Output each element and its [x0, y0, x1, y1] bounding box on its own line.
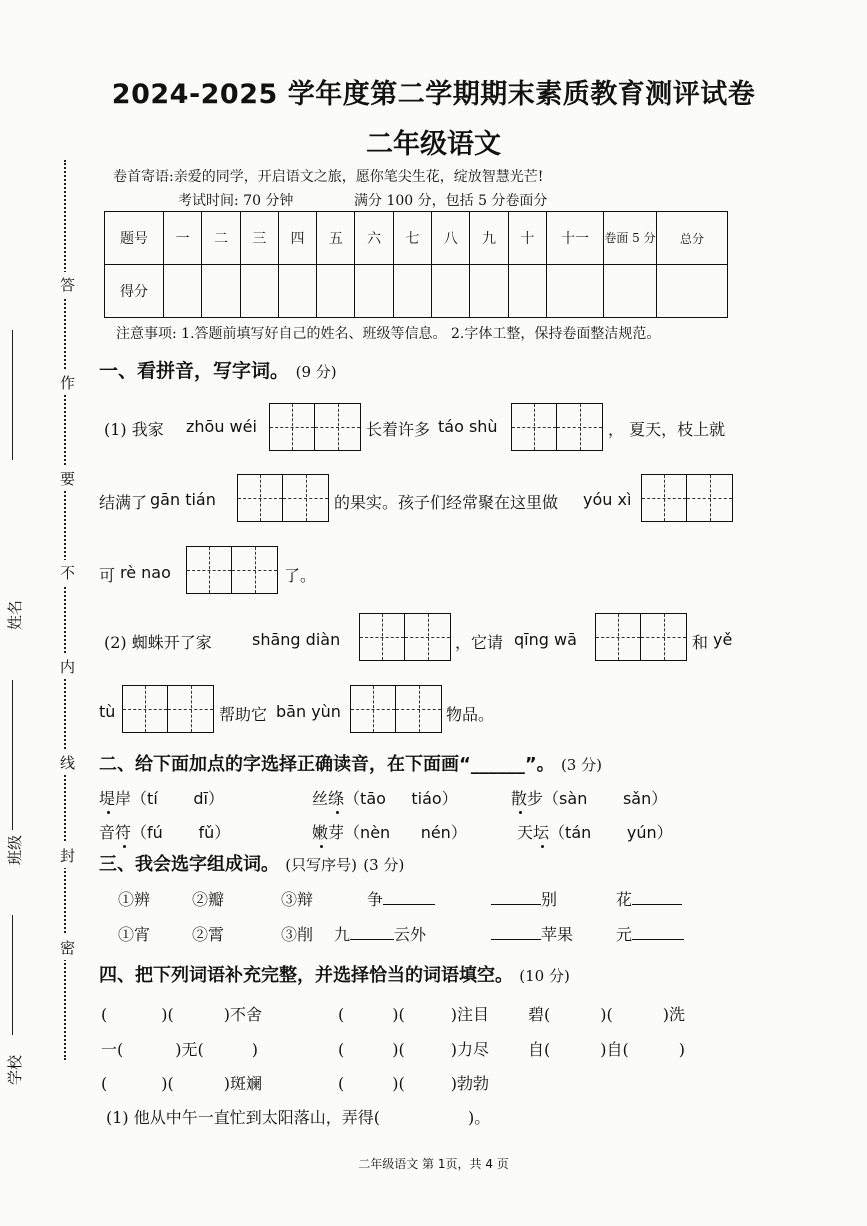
score-cell[interactable]: [657, 265, 728, 318]
row-label-question: 题号: [105, 212, 164, 265]
answer-blank[interactable]: [383, 890, 435, 905]
s1-p1-c: ， 夏天，枝上就: [608, 420, 726, 439]
s1-p1-b: 长着许多: [366, 420, 431, 439]
binding-char: 不: [60, 560, 75, 585]
s3-item: 九 云外: [334, 925, 427, 944]
s1-p5-b: 帮助它: [219, 705, 268, 724]
score-cell[interactable]: [508, 265, 546, 318]
s1-pinyin: zhōu wéi: [186, 417, 257, 436]
s1-p4-a: (2) 蜘蛛开了家: [104, 633, 212, 652]
score-cell[interactable]: [547, 265, 604, 318]
page-footer: 二年级语文 第 1页，共 4 页: [358, 1157, 509, 1171]
section3-points: (3 分): [363, 856, 405, 874]
s3-option: ①宵: [118, 925, 151, 944]
write-grid[interactable]: [350, 685, 442, 733]
s1-pinyin: yóu xì: [583, 490, 632, 509]
s4-idiom[interactable]: ( )( )不舍: [101, 1005, 262, 1024]
section2-heading: [99, 750, 602, 776]
option-a[interactable]: tí: [147, 789, 158, 808]
option-b[interactable]: yún: [626, 823, 657, 842]
answer-blank[interactable]: [491, 890, 541, 905]
s4-idiom[interactable]: ( )( )勃勃: [338, 1074, 489, 1093]
answer-blank[interactable]: [632, 925, 684, 940]
col-header: 六: [355, 212, 393, 265]
s3-item: 争: [367, 887, 435, 910]
s4-idiom[interactable]: 自( )自( ): [528, 1040, 685, 1059]
s1-pinyin: shāng diàn: [252, 630, 341, 649]
s3-option: ②瓣: [192, 890, 225, 909]
score-table: [104, 211, 728, 318]
section3-heading: [99, 850, 404, 876]
full-score: 满分 100 分，包括 5 分卷面分: [354, 193, 548, 209]
section4-heading: [99, 961, 570, 987]
s1-pinyin: bān yùn: [276, 702, 341, 721]
section1-title: 一、看拼音，写字词。: [99, 360, 290, 382]
write-grid[interactable]: [237, 474, 329, 522]
option-b[interactable]: dī: [193, 789, 208, 808]
score-cell[interactable]: [164, 265, 202, 318]
s2-item: 丝绦（tāo tiáo）: [312, 786, 458, 809]
opening-message: 卷首寄语:亲爱的同学，开启语文之旅，愿你笔尖生花，绽放智慧光芒!: [113, 169, 544, 185]
option-a[interactable]: sàn: [559, 789, 588, 808]
score-cell[interactable]: [240, 265, 278, 318]
section4-title: 四、把下列词语补充完整，并选择恰当的词语填空。: [99, 965, 513, 986]
option-b[interactable]: nén: [420, 823, 451, 842]
s4-question: (1) 他从中午一直忙到太阳落山，弄得( )。: [106, 1108, 491, 1127]
option-b[interactable]: sǎn: [622, 789, 652, 808]
col-header: 八: [432, 212, 470, 265]
binding-char: 线: [60, 750, 75, 775]
score-cell[interactable]: [355, 265, 393, 318]
s1-pinyin: gān tián: [150, 490, 216, 509]
section4-points: (10 分): [519, 967, 570, 985]
col-header-total: 总分: [657, 212, 728, 265]
write-grid[interactable]: [641, 474, 733, 522]
section1-heading: [99, 356, 337, 383]
answer-blank[interactable]: [350, 925, 394, 940]
section1-points: (9 分): [295, 363, 337, 381]
answer-blank[interactable]: [491, 925, 541, 940]
option-a[interactable]: tán: [565, 823, 592, 842]
s1-pinyin: táo shù: [438, 417, 498, 436]
s2-item: 堤岸（tí dī）: [99, 786, 224, 809]
exam-time: 考试时间: 70 分钟: [178, 193, 294, 209]
s3-option: ③削: [281, 925, 314, 944]
exam-title: 2024-2025 学年度第二学期期末素质教育测评试卷: [111, 79, 756, 110]
option-a[interactable]: tāo: [360, 789, 386, 808]
score-cell[interactable]: [393, 265, 431, 318]
s4-idiom[interactable]: ( )( )斑斓: [101, 1074, 262, 1093]
section2-title: 二、给下面加点的字选择正确读音，在下面画“______”。: [99, 754, 555, 775]
school-label: 学校: [6, 1054, 24, 1085]
col-header: 一: [164, 212, 202, 265]
option-b[interactable]: tiáo: [411, 789, 442, 808]
write-grid[interactable]: [511, 403, 603, 451]
section3-title: 三、我会选字组成词。: [99, 854, 279, 875]
col-header: 七: [393, 212, 431, 265]
s4-idiom[interactable]: ( )( )注目: [338, 1005, 489, 1024]
s4-idiom[interactable]: 碧( )( )洗: [528, 1005, 685, 1024]
s2-item: 天坛（tán yún）: [517, 820, 673, 843]
section3-note: (只写序号): [285, 856, 357, 874]
class-field-line[interactable]: [12, 680, 13, 830]
write-grid[interactable]: [595, 613, 687, 661]
col-header: 十: [508, 212, 546, 265]
notice: 注意事项: 1.答题前填写好自己的姓名、班级等信息。 2.字体工整，保持卷面整洁规范。: [116, 326, 661, 342]
s1-pinyin: rè nao: [120, 563, 171, 582]
col-header: 十一: [547, 212, 604, 265]
write-grid[interactable]: [269, 403, 361, 451]
s2-item: 散步（sàn sǎn）: [511, 786, 667, 809]
binding-char: 密: [60, 935, 75, 960]
section2-points: (3 分): [560, 756, 602, 774]
row-label-score: 得分: [105, 265, 164, 318]
score-cell[interactable]: [432, 265, 470, 318]
s4-idiom[interactable]: ( )( )力尽: [338, 1040, 489, 1059]
score-cell[interactable]: [317, 265, 355, 318]
score-cell[interactable]: [278, 265, 316, 318]
s1-p3-b: 了。: [284, 566, 317, 585]
write-grid[interactable]: [359, 613, 451, 661]
s1-p4-c: 和: [692, 633, 709, 652]
binding-char: 作: [60, 370, 75, 395]
s1-p3-a: 可: [99, 566, 116, 585]
s3-item: 花: [616, 887, 682, 910]
score-cell[interactable]: [202, 265, 240, 318]
col-header: 二: [202, 212, 240, 265]
col-header: 三: [240, 212, 278, 265]
name-label: 姓名: [6, 599, 24, 630]
binding-char: 内: [60, 654, 75, 679]
exam-subtitle: 二年级语文: [366, 129, 501, 160]
s3-option: ③辩: [281, 890, 314, 909]
s4-idiom[interactable]: 一( )无( ): [101, 1040, 258, 1059]
s3-option: ①辨: [118, 890, 151, 909]
s3-item: 元: [616, 922, 684, 945]
s3-item: 苹果: [491, 922, 573, 945]
write-grid[interactable]: [186, 546, 278, 594]
school-field-line[interactable]: [12, 915, 13, 1035]
s1-pinyin: yě: [713, 630, 733, 649]
s1-p2-b: 的果实。孩子们经常聚在这里做: [334, 493, 559, 512]
s1-p5-c: 物品。: [446, 705, 495, 724]
binding-char: 封: [60, 843, 75, 868]
col-header: 五: [317, 212, 355, 265]
col-header: 九: [470, 212, 508, 265]
write-grid[interactable]: [122, 685, 214, 733]
option-a[interactable]: nèn: [360, 823, 391, 842]
s1-p2-a: 结满了: [99, 493, 148, 512]
answer-blank[interactable]: [632, 890, 682, 905]
binding-char: 答: [60, 272, 75, 297]
col-header-neatness: 卷面 5 分: [604, 212, 657, 265]
s3-option: ②霄: [192, 925, 225, 944]
name-field-line[interactable]: [12, 330, 13, 460]
s1-pinyin: tù: [99, 702, 116, 721]
option-b[interactable]: fǔ: [198, 823, 215, 842]
s2-item: 音符（fú fǔ）: [99, 820, 230, 843]
s1-p4-b: ，它请: [455, 633, 504, 652]
s1-pinyin: qīng wā: [514, 630, 577, 649]
s3-item: 别: [491, 887, 557, 910]
s1-p1-a: (1) 我家: [104, 420, 164, 439]
s2-item: 嫩芽（nèn nén）: [312, 820, 467, 843]
binding-char: 要: [60, 466, 75, 491]
score-cell[interactable]: [470, 265, 508, 318]
score-cell[interactable]: [604, 265, 657, 318]
class-label: 班级: [6, 834, 24, 865]
col-header: 四: [278, 212, 316, 265]
option-a[interactable]: fú: [147, 823, 163, 842]
